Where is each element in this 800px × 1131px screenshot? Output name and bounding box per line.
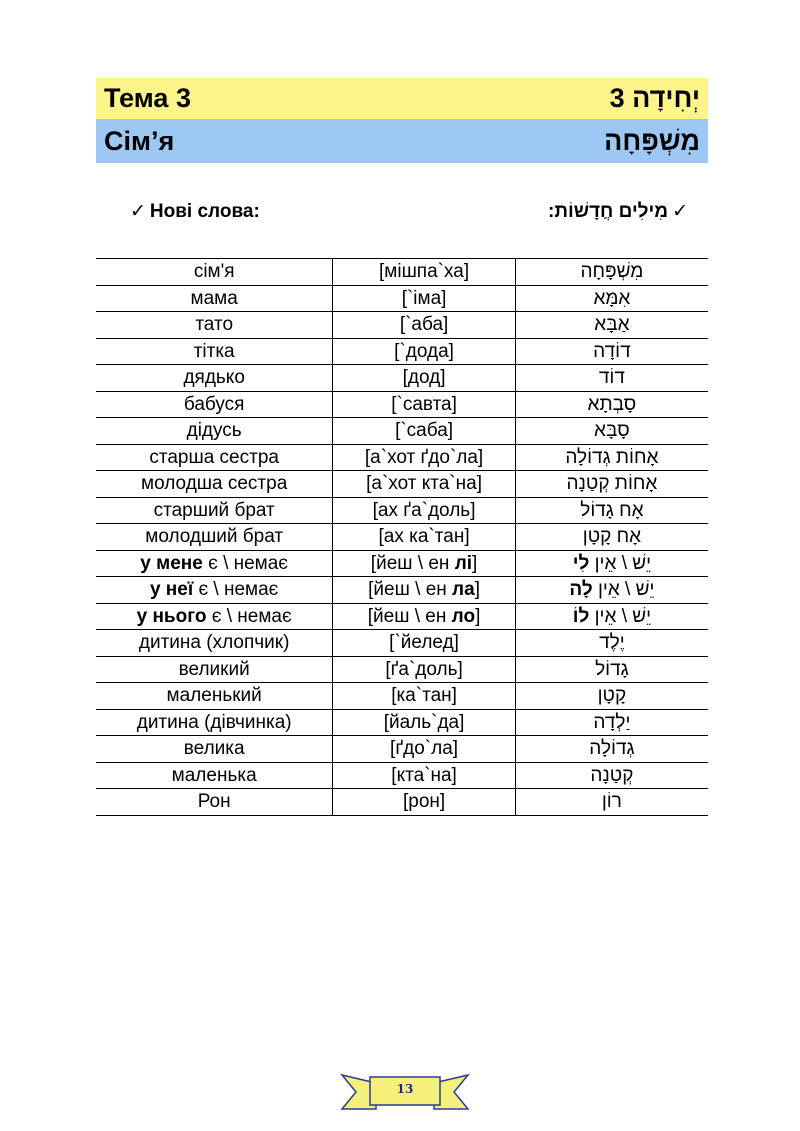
table-row [96,444,708,471]
ukrainian-word: мама [190,287,238,309]
ukrainian-word-cell [96,391,333,418]
new-words-label-uk: Нові слова: [149,201,260,222]
ukrainian-word-cell [96,577,333,604]
new-words-heading-uk [126,200,260,223]
ukrainian-word: маленький [166,685,262,707]
transliteration-cell [333,418,515,445]
ukrainian-word: є \ немає [202,552,289,574]
ukrainian-word-cell [96,656,333,683]
transliteration: [а`хот кта`на] [366,473,482,495]
hebrew-word-cell [515,497,708,524]
ukrainian-word-cell [96,630,333,657]
hebrew-word-bold: לוֹ [572,605,590,627]
hebrew-word-cell [515,391,708,418]
hebrew-word: אָח קָטָן [582,526,642,548]
ukrainian-word-cell [96,789,333,816]
transliteration-cell [333,736,515,763]
transliteration: [`саба] [395,420,454,442]
table-row [96,471,708,498]
transliteration: [`йелед] [389,632,459,654]
hebrew-word: אָחוֹת קְטַנָה [566,473,658,495]
ukrainian-word-cell [96,550,333,577]
transliteration-cell [333,497,515,524]
transliteration: [кта`на] [391,764,457,786]
ukrainian-word: молодший брат [145,526,284,548]
hebrew-word-cell [515,524,708,551]
transliteration: [мішпа`ха] [379,261,470,283]
topic-title-he: יְחִידָה 3 [609,83,700,113]
ukrainian-word: тато [195,314,234,336]
ukrainian-word: маленька [171,764,257,786]
transliteration: [ах ка`тан] [378,526,470,548]
ukrainian-word: дядько [183,367,245,389]
ukrainian-word: молодша сестра [141,473,288,495]
hebrew-word: יֵשׁ \ אֵין [592,579,655,601]
transliteration-cell [333,444,515,471]
ukrainian-word-cell [96,736,333,763]
hebrew-word: סָבָּא [594,420,630,442]
transliteration-cell [333,338,515,365]
transliteration-cell [333,391,515,418]
hebrew-word-cell [515,762,708,789]
table-row [96,709,708,736]
hebrew-word: יֵשׁ \ אֵין [589,552,652,574]
table-row [96,762,708,789]
transliteration-cell [333,365,515,392]
checkmark-icon: ✓ [672,201,688,222]
transliteration-cell [333,683,515,710]
hebrew-word: קְטַנָה [590,764,634,786]
hebrew-word-cell [515,656,708,683]
hebrew-word: רוֹן [601,791,622,813]
ukrainian-word-cell [96,709,333,736]
hebrew-word-cell [515,471,708,498]
ukrainian-word: дитина (дівчинка) [136,711,292,733]
ukrainian-word-cell [96,365,333,392]
transliteration: [йеш \ ен [367,605,452,627]
transliteration-cell [333,603,515,630]
ukrainian-word: є \ немає [193,579,279,601]
transliteration-bold: лі [454,552,473,574]
hebrew-word-cell [515,789,708,816]
ukrainian-word: старша сестра [149,446,279,468]
transliteration-cell [333,789,515,816]
ukrainian-word-cell [96,471,333,498]
table-row [96,285,708,312]
hebrew-word-cell [515,630,708,657]
transliteration-end: ] [472,552,478,574]
ukrainian-word-cell [96,497,333,524]
ukrainian-word-cell [96,418,333,445]
transliteration-cell [333,524,515,551]
hebrew-word: מִשְׁפָּחָה [580,261,644,283]
transliteration-end: ] [475,605,481,627]
table-row [96,365,708,392]
ukrainian-word-bold: у неї [149,579,194,601]
transliteration-cell [333,285,515,312]
transliteration: [йаль`да] [383,711,465,733]
hebrew-word-bold: לִי [572,552,590,574]
hebrew-word-cell [515,577,708,604]
vocabulary-table [96,258,708,816]
ukrainian-word: дідусь [186,420,242,442]
transliteration: [`аба] [399,314,449,336]
hebrew-word-cell [515,603,708,630]
ukrainian-word-cell [96,285,333,312]
hebrew-word-cell [515,285,708,312]
hebrew-word-cell [515,736,708,763]
hebrew-word: אִמָּא [593,287,631,309]
transliteration: [йеш \ ен [368,579,453,601]
ukrainian-word: сім'я [193,261,235,283]
table-row [96,418,708,445]
transliteration-cell [333,709,515,736]
table-row [96,391,708,418]
ukrainian-word: є \ немає [206,605,292,627]
transliteration: [ґа`доль] [385,658,463,680]
ukrainian-word-cell [96,312,333,339]
table-row [96,312,708,339]
hebrew-word-bold: לָה [569,579,593,601]
transliteration: [`іма] [401,287,447,309]
hebrew-word: גָדוֹל [595,658,629,680]
ukrainian-word-cell [96,603,333,630]
ukrainian-word-cell [96,524,333,551]
table-row [96,497,708,524]
ukrainian-word-cell [96,683,333,710]
transliteration-cell [333,550,515,577]
title-banner [96,119,708,163]
hebrew-word-cell [515,418,708,445]
transliteration-cell [333,656,515,683]
hebrew-word: דוֹדָה [593,340,631,362]
transliteration: [ка`тан] [391,685,457,707]
new-words-label-he: מִילִים חֲדָשׁוֹת: [548,201,669,222]
ukrainian-word-cell [96,762,333,789]
ukrainian-word: дитина (хлопчик) [138,632,290,654]
hebrew-word-cell [515,338,708,365]
topic-banner [96,78,708,119]
ukrainian-word: великий [178,658,250,680]
hebrew-word-cell [515,444,708,471]
transliteration: [дод] [402,367,446,389]
transliteration-bold: ла [452,579,475,601]
ukrainian-word-bold: у мене [140,552,203,574]
hebrew-word: אָחוֹת גְדוֹלָה [565,446,659,468]
transliteration-cell [333,630,515,657]
ukrainian-word: старший брат [153,499,275,521]
hebrew-word-cell [515,683,708,710]
table-row [96,630,708,657]
hebrew-word-cell [515,259,708,286]
checkmark-icon: ✓ [130,201,146,222]
hebrew-word: יֶלֶד [599,632,625,654]
hebrew-word-cell [515,312,708,339]
transliteration-cell [333,259,515,286]
ukrainian-word-bold: у нього [136,605,207,627]
table-row [96,603,708,630]
ukrainian-word: тітка [193,340,235,362]
table-row [96,656,708,683]
transliteration-bold: ло [451,605,476,627]
ukrainian-word-cell [96,259,333,286]
ukrainian-word: бабуся [183,393,245,415]
transliteration-cell [333,312,515,339]
table-row [96,736,708,763]
transliteration: [йеш \ ен [370,552,455,574]
transliteration: [а`хот ґдо`ла] [364,446,484,468]
ukrainian-word: Рон [197,791,231,813]
transliteration-end: ] [474,579,480,601]
hebrew-word: אָח גָדוֹל [580,499,644,521]
hebrew-word-cell [515,550,708,577]
transliteration: [ґдо`ла] [390,738,459,760]
table-row [96,550,708,577]
transliteration-cell [333,762,515,789]
hebrew-word-cell [515,709,708,736]
ukrainian-word-cell [96,338,333,365]
table-row [96,338,708,365]
ukrainian-word-cell [96,444,333,471]
hebrew-word: קָטָן [597,685,627,707]
hebrew-word: יֵשׁ \ אֵין [589,605,652,627]
table-row [96,683,708,710]
transliteration: [`савта] [391,393,457,415]
hebrew-word: גְדוֹלָה [589,738,635,760]
ukrainian-word: велика [183,738,245,760]
page-title-uk: Сім’я [104,125,175,156]
hebrew-word: סָבְתָא [587,393,637,415]
hebrew-word-cell [515,365,708,392]
hebrew-word: אַבָּא [594,314,630,336]
transliteration-cell [333,577,515,604]
transliteration: [ах ґа`доль] [372,499,476,521]
new-words-heading-he [548,200,692,223]
transliteration: [рон] [402,791,446,813]
table-row [96,524,708,551]
topic-title-uk: Тема 3 [104,83,191,113]
table-row [96,789,708,816]
hebrew-word: יַלְדָה [593,711,631,733]
table-row [96,577,708,604]
transliteration-cell [333,471,515,498]
transliteration: [`дода] [394,340,454,362]
page-number: 13 [396,1082,414,1096]
page-title-he: מִשְׁפָּחָה [604,125,700,156]
table-row [96,259,708,286]
hebrew-word: דוֹד [598,367,625,389]
